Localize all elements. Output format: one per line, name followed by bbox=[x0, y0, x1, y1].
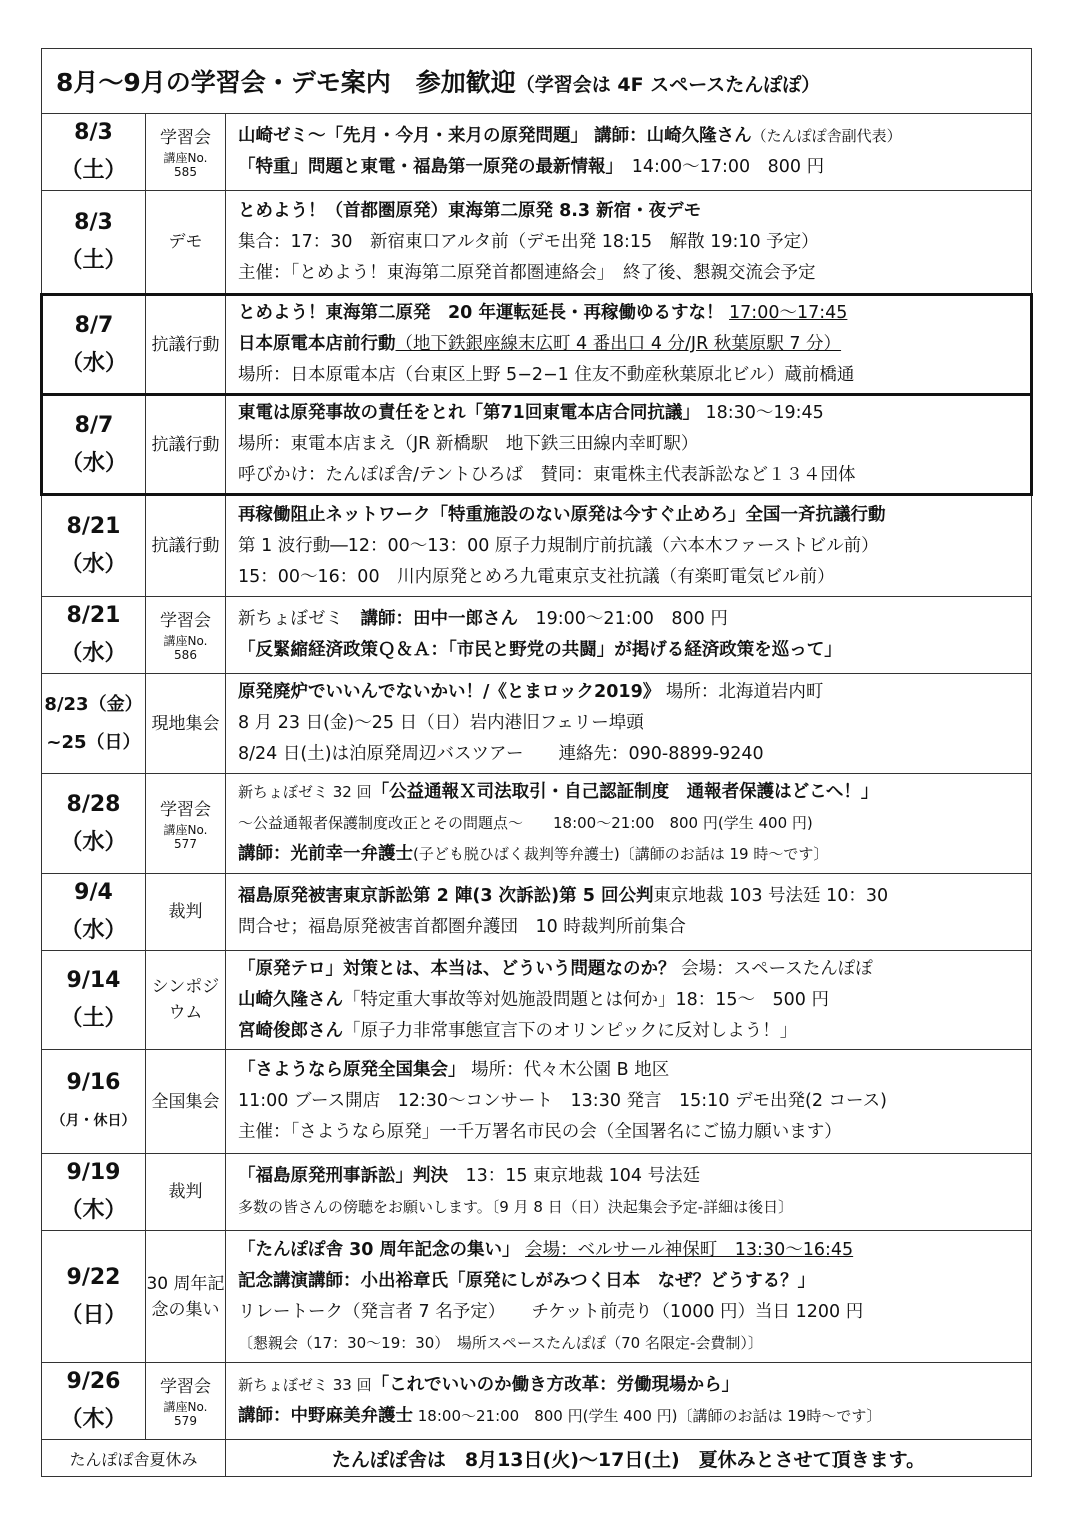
event-details: 新ちょぼゼミ 32 回「公益通報Ｘ司法取引・自己認証制度 通報者保護はどこへ！」 ～公益通報者保護制度改正とその問題点～ 18:00～21:00 800 円(学生 400 円) 講師：光前幸一弁護士(子ども脱ひばく裁判等弁護士)〔講師のお話は 19 時～です〕 bbox=[226, 774, 1032, 874]
schedule-table bbox=[40, 48, 1033, 1477]
event-date: 9/4 （水） bbox=[42, 874, 146, 951]
event-row bbox=[42, 1154, 1032, 1231]
event-row bbox=[42, 597, 1032, 674]
event-date: 8/28 （水） bbox=[42, 774, 146, 874]
event-date: 9/14 （土） bbox=[42, 951, 146, 1050]
event-type: 学習会 講座No. 577 bbox=[146, 774, 226, 874]
event-row bbox=[42, 874, 1032, 951]
event-row bbox=[42, 295, 1032, 395]
event-type: 現地集会 bbox=[146, 674, 226, 774]
event-row bbox=[42, 114, 1032, 191]
event-row bbox=[42, 1050, 1032, 1154]
event-details: 新ちょぼゼミ 講師：田中一郎さん 19:00～21:00 800 円 「反緊縮経済政策Ｑ＆Ａ：「市民と野党の共闘」が掲げる経済政策を巡って」 bbox=[226, 597, 1032, 674]
event-row bbox=[42, 674, 1032, 774]
event-details: 「福島原発刑事訴訟」判決 13：15 東京地裁 104 号法廷 多数の皆さんの傍聴をお願いします。〔9 月 8 日（日）決起集会予定-詳細は後日〕 bbox=[226, 1154, 1032, 1231]
event-row bbox=[42, 1231, 1032, 1363]
event-date: 9/22 （日） bbox=[42, 1231, 146, 1363]
title-subtitle: （学習会は 4F スペースたんぽぽ） bbox=[515, 74, 821, 96]
event-date: 8/7 （水） bbox=[42, 395, 146, 495]
event-row bbox=[42, 951, 1032, 1050]
event-details: 福島原発被害東京訴訟第 2 陣(3 次訴訟)第 5 回公判東京地裁 103 号法廷 10：30 問合せ；福島原発被害首都圏弁護団 10 時裁判所前集合 bbox=[226, 874, 1032, 951]
event-details: 山崎ゼミ～「先月・今月・来月の原発問題」 講師：山崎久隆さん（たんぽぽ舎副代表） 「特重」問題と東電・福島第一原発の最新情報」 14:00～17:00 800 円 bbox=[226, 114, 1032, 191]
event-date: 8/23（金） ~25（日） bbox=[42, 674, 146, 774]
event-details: 「たんぽぽ舎 30 周年記念の集い」 会場：ベルサール神保町 13:30～16:45 記念講演講師：小出裕章氏「原発にしがみつく日本 なぜ？どうする？」 リレートーク（発言者 7 名予定） チケット前売り（1000 円）当日 1200 円 〔懇親会（17：30～19：30） 場所スペースたんぽぽ（70 名限定-会費制）〕 bbox=[226, 1231, 1032, 1363]
event-type: 全国集会 bbox=[146, 1050, 226, 1154]
event-date: 9/16 （月・休日） bbox=[42, 1050, 146, 1154]
footer-label: たんぽぽ舎夏休み bbox=[42, 1440, 226, 1477]
event-details: とめよう！東海第二原発 20 年運転延長・再稼働ゆるすな！ 17:00～17:45 日本原電本店前行動（地下鉄銀座線末広町 4 番出口 4 分/JR 秋葉原駅 7 分） 場所：日本原電本店（台東区上野 5−2−1 住友不動産秋葉原北ビル）蔵前橋通 bbox=[226, 295, 1032, 395]
event-row bbox=[42, 774, 1032, 874]
event-type: 30 周年記念の集い bbox=[146, 1231, 226, 1363]
event-row bbox=[42, 495, 1032, 597]
schedule-sheet bbox=[40, 48, 1030, 1477]
event-details: 「さようなら原発全国集会」 場所：代々木公園 B 地区 11:00 ブース開店 12:30～コンサート 13:30 発言 15:10 デモ出発(2 コース) 主催：「さようなら原発」一千万署名市民の会（全国署名にご協力願います） bbox=[226, 1050, 1032, 1154]
event-date: 8/7 （水） bbox=[42, 295, 146, 395]
event-date: 8/21 （水） bbox=[42, 597, 146, 674]
event-row bbox=[42, 395, 1032, 495]
event-type: 抗議行動 bbox=[146, 295, 226, 395]
event-details: 「原発テロ」対策とは、本当は、どういう問題なのか？ 会場：スペースたんぽぽ 山崎久隆さん「特定重大事故等対処施設問題とは何か」18：15～ 500 円 宮崎俊郎さん「原子力非常事態宣言下のオリンピックに反対しよう！」 bbox=[226, 951, 1032, 1050]
event-type: 学習会 講座No. 585 bbox=[146, 114, 226, 191]
event-type: 学習会 講座No. 579 bbox=[146, 1363, 226, 1440]
event-type: 抗議行動 bbox=[146, 495, 226, 597]
event-type: 裁判 bbox=[146, 1154, 226, 1231]
event-date: 8/21 （水） bbox=[42, 495, 146, 597]
event-type: デモ bbox=[146, 191, 226, 295]
event-row bbox=[42, 191, 1032, 295]
event-date: 8/3 （土） bbox=[42, 191, 146, 295]
event-type: シンポジウム bbox=[146, 951, 226, 1050]
event-details: 新ちょぼゼミ 33 回「これでいいのか働き方改革：労働現場から」 講師：中野麻美弁護士 18:00～21:00 800 円(学生 400 円)〔講師のお話は 19時～です〕 bbox=[226, 1363, 1032, 1440]
page-title bbox=[42, 49, 1032, 114]
event-date: 8/3 （土） bbox=[42, 114, 146, 191]
title-row bbox=[42, 49, 1032, 114]
event-details: 再稼働阻止ネットワーク「特重施設のない原発は今すぐ止めろ」全国一斉抗議行動 第 1 波行動―12：00～13：00 原子力規制庁前抗議（六本木ファーストビル前） 15：00～16：00 川内原発とめろ九電東京支社抗議（有楽町電気ビル前） bbox=[226, 495, 1032, 597]
event-date: 9/19 （木） bbox=[42, 1154, 146, 1231]
footer-row bbox=[42, 1440, 1032, 1477]
event-details: 東電は原発事故の責任をとれ「第71回東電本店合同抗議」 18:30～19:45 場所：東電本店まえ（JR 新橋駅 地下鉄三田線内幸町駅） 呼びかけ：たんぽぽ舎/テントひろば 賛同：東電株主代表訴訟など１３４団体 bbox=[226, 395, 1032, 495]
event-details: とめよう！（首都圏原発）東海第二原発 8.3 新宿・夜デモ 集合：17：30 新宿東口アルタ前（デモ出発 18:15 解散 19:10 予定） 主催：「とめよう！東海第二原発首都圏連絡会」 終了後、懇親交流会予定 bbox=[226, 191, 1032, 295]
event-type: 抗議行動 bbox=[146, 395, 226, 495]
footer-notice: たんぽぽ舎は 8月13日(火)～17日(土) 夏休みとさせて頂きます。 bbox=[226, 1440, 1032, 1477]
event-row bbox=[42, 1363, 1032, 1440]
event-type: 裁判 bbox=[146, 874, 226, 951]
event-details: 原発廃炉でいいんでないかい！/《とまロック2019》 場所：北海道岩内町 8 月 23 日(金)～25 日（日）岩内港旧フェリー埠頭 8/24 日(土)は泊原発周辺バスツアー 連絡先：090-8899-9240 bbox=[226, 674, 1032, 774]
event-date: 9/26 （木） bbox=[42, 1363, 146, 1440]
title-text: 8月～9月の学習会・デモ案内 参加歓迎 bbox=[56, 68, 516, 97]
event-type: 学習会 講座No. 586 bbox=[146, 597, 226, 674]
